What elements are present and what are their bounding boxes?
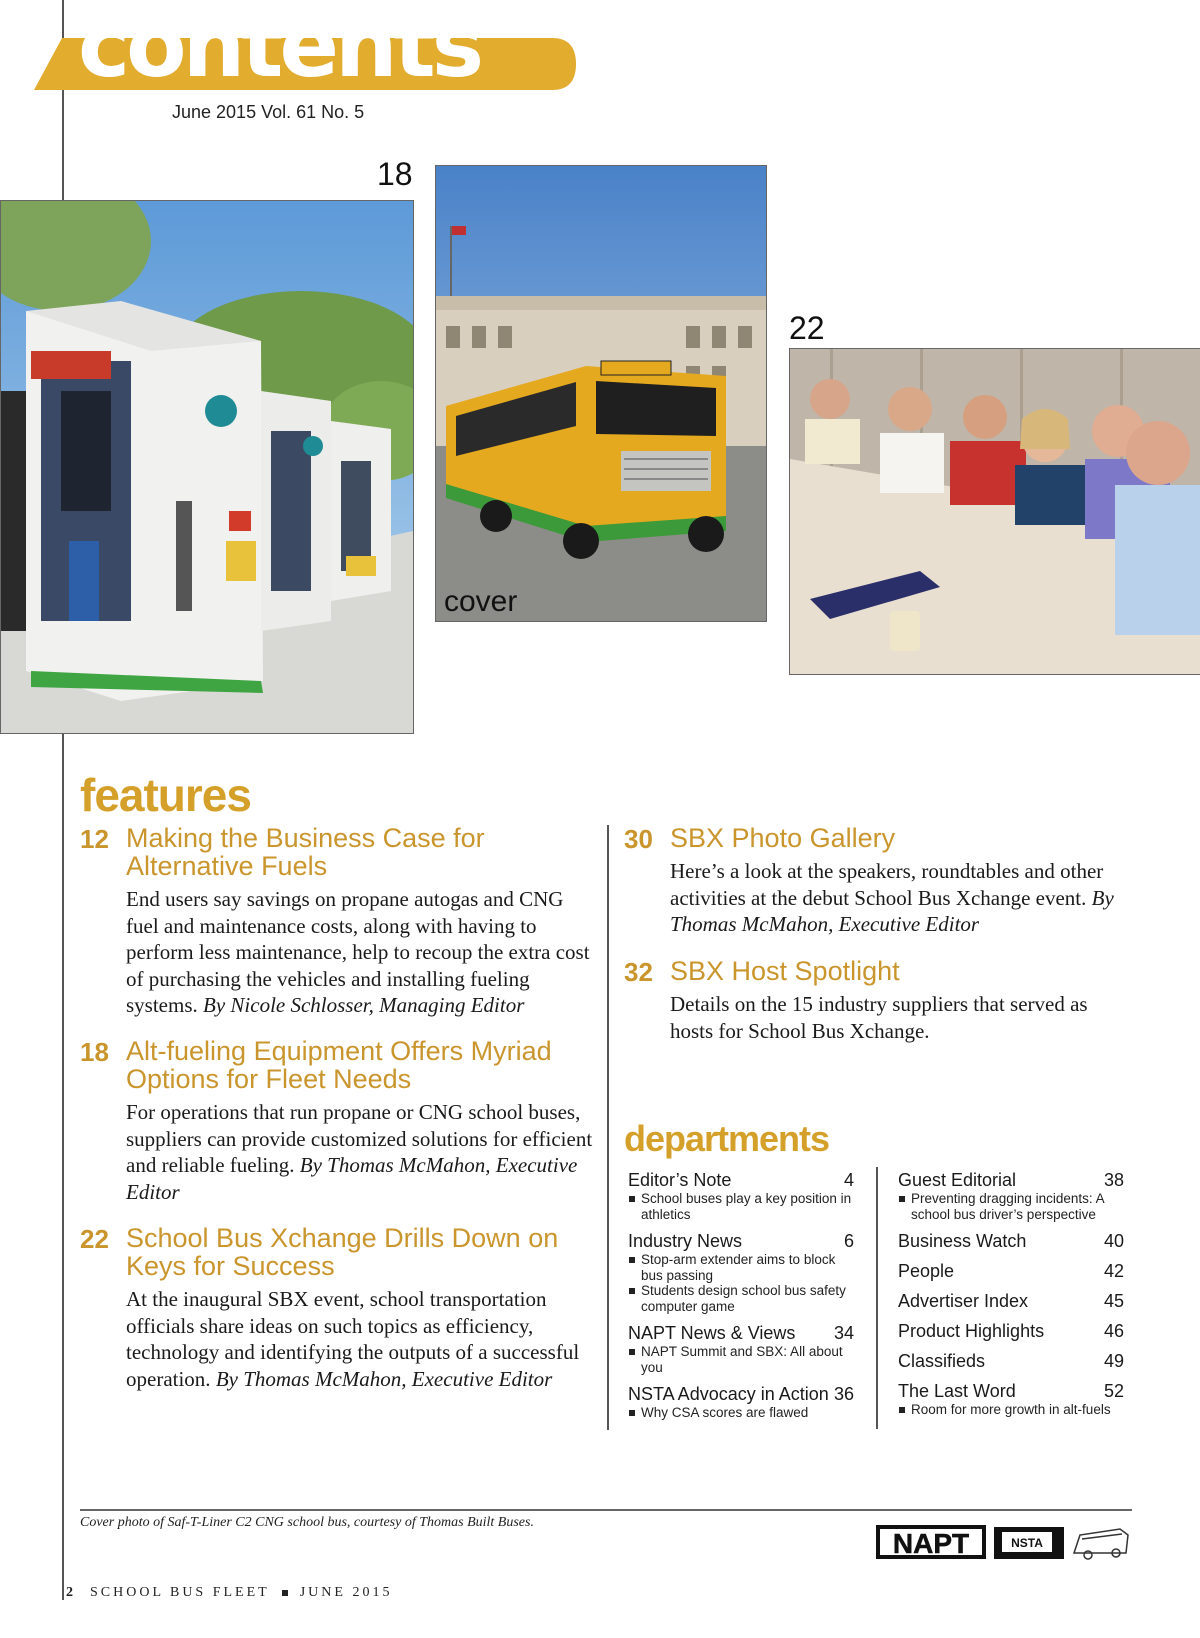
department-entry[interactable] — [898, 1380, 1124, 1418]
feature-title[interactable]: SBX Host Spotlight — [670, 956, 900, 986]
photo-fueling-station — [0, 200, 414, 734]
feature-description — [126, 1286, 600, 1392]
department-subitem: NAPT Summit and SBX: All about you — [628, 1344, 854, 1375]
folio-separator — [282, 1590, 288, 1596]
feature-entry[interactable] — [624, 957, 1124, 1044]
department-title[interactable]: Advertiser Index — [898, 1291, 1029, 1311]
feature-summary: End users say savings on propane autogas and CNG fuel and maintenance costs, along with having to perform less maintenance, help to recoup the extra cost of purchasing the vehicles and installing fueling systems. — [126, 887, 590, 1017]
feature-page-number: 22 — [80, 1224, 109, 1254]
feature-title[interactable]: Alt-fueling Equipment Offers Myriad Options for Fleet Needs — [126, 1036, 552, 1094]
department-title[interactable]: Editor’s Note — [628, 1170, 732, 1190]
department-entry[interactable] — [628, 1322, 854, 1375]
feature-byline: By Thomas McMahon, Executive Editor — [215, 1366, 553, 1391]
departments-heading: departments — [624, 1118, 830, 1159]
column-divider — [607, 825, 609, 1430]
logos-graphic — [876, 1523, 1130, 1563]
cover-label: cover — [444, 585, 518, 618]
photo-page-number-22: 22 — [789, 310, 825, 346]
school-bus-logo-icon — [1074, 1529, 1128, 1559]
departments-left-column — [628, 1169, 854, 1429]
department-title[interactable]: Classifieds — [898, 1351, 986, 1371]
department-subitem: Why CSA scores are flawed — [628, 1405, 854, 1421]
department-page: 46 — [1103, 1321, 1124, 1341]
feature-page-number: 12 — [80, 824, 109, 854]
folio-date: JUNE 2015 — [299, 1585, 393, 1600]
nsta-logo-text: NSTA — [1011, 1536, 1043, 1550]
department-page: 36 — [833, 1384, 854, 1404]
department-subitem: Students design school bus safety computer game — [628, 1283, 854, 1314]
footer-rule — [80, 1509, 1132, 1511]
department-page: 40 — [1103, 1231, 1124, 1251]
page-title: contents — [78, 0, 481, 97]
feature-summary: For operations that run propane or CNG school buses, suppliers can provide customized solutions for efficient and reliable fueling. — [126, 1100, 593, 1177]
fueling-station-image — [1, 201, 413, 733]
department-subitem: Stop-arm extender aims to block bus passing — [628, 1252, 854, 1283]
department-title[interactable]: Industry News — [628, 1231, 743, 1251]
department-entry[interactable] — [628, 1230, 854, 1314]
department-entry[interactable] — [898, 1169, 1124, 1222]
department-entry[interactable] — [898, 1260, 1124, 1282]
feature-description — [670, 991, 1124, 1044]
roundtable-image — [790, 349, 1200, 674]
department-page: 49 — [1103, 1351, 1124, 1371]
page-folio — [66, 1585, 392, 1601]
feature-title[interactable]: SBX Photo Gallery — [670, 823, 896, 853]
department-page: 42 — [1103, 1261, 1124, 1281]
feature-page-number: 32 — [624, 957, 653, 987]
department-entry[interactable] — [898, 1290, 1124, 1312]
feature-entry[interactable] — [624, 824, 1124, 938]
department-title[interactable]: Product Highlights — [898, 1321, 1045, 1341]
feature-entry[interactable] — [80, 1224, 600, 1392]
department-entry[interactable] — [898, 1320, 1124, 1342]
feature-page-number: 18 — [80, 1037, 109, 1067]
department-title[interactable]: The Last Word — [898, 1381, 1016, 1401]
department-page: 38 — [1103, 1170, 1124, 1190]
feature-summary: Details on the 15 industry suppliers that served as hosts for School Bus Xchange. — [670, 992, 1088, 1043]
department-page: 6 — [843, 1231, 854, 1251]
feature-summary: Here’s a look at the speakers, roundtables and other activities at the debut School Bus Xchange event. — [670, 859, 1104, 910]
feature-byline: By Nicole Schlosser, Managing Editor — [203, 993, 525, 1017]
department-entry[interactable] — [628, 1383, 854, 1421]
folio-publication: SCHOOL BUS FLEET — [90, 1585, 270, 1600]
department-title[interactable]: Guest Editorial — [898, 1170, 1017, 1190]
feature-page-number: 30 — [624, 824, 653, 854]
feature-summary: At the inaugural SBX event, school transportation officials share ideas on such topics as efficiency, technology and identifying the outputs of a successful operation. — [126, 1287, 580, 1391]
issue-line: June 2015 Vol. 61 No. 5 — [172, 102, 365, 122]
photo-cover-bus — [435, 165, 767, 622]
departments-divider — [876, 1167, 878, 1429]
feature-title[interactable]: Making the Business Case for Alternative Fuels — [126, 823, 485, 881]
photo-page-number-18: 18 — [377, 156, 413, 192]
department-page: 52 — [1103, 1381, 1124, 1401]
association-logos — [876, 1523, 1130, 1563]
department-title[interactable]: People — [898, 1261, 955, 1281]
department-title[interactable]: NSTA Advocacy in Action — [628, 1384, 829, 1404]
department-subitem: Room for more growth in alt-fuels — [898, 1402, 1124, 1418]
feature-byline: By Thomas McMahon, Executive Editor — [670, 885, 1114, 936]
department-title[interactable]: NAPT News & Views — [628, 1323, 796, 1343]
photo-roundtable — [789, 348, 1200, 675]
feature-byline: By Thomas McMahon, Executive Editor — [126, 1153, 578, 1204]
features-heading: features — [80, 769, 251, 821]
feature-entry[interactable] — [80, 824, 600, 1019]
feature-description — [670, 858, 1124, 938]
feature-description — [126, 1099, 600, 1205]
feature-description — [126, 886, 600, 1019]
department-page: 34 — [833, 1323, 854, 1343]
department-entry[interactable] — [898, 1350, 1124, 1372]
napt-logo-text: NAPT — [892, 1528, 970, 1559]
cover-caption: Cover photo of Saf-T-Liner C2 CNG school bus, courtesy of Thomas Built Buses. — [80, 1515, 534, 1530]
feature-title[interactable]: School Bus Xchange Drills Down on Keys for Success — [126, 1223, 559, 1281]
department-page: 4 — [843, 1170, 854, 1190]
school-bus-image — [436, 166, 766, 621]
departments-right-column — [898, 1169, 1124, 1426]
feature-entry[interactable] — [80, 1037, 600, 1205]
department-subitem: Preventing dragging incidents: A school bus driver’s perspective — [898, 1191, 1124, 1222]
department-entry[interactable] — [628, 1169, 854, 1222]
department-entry[interactable] — [898, 1230, 1124, 1252]
department-subitem: School buses play a key position in athletics — [628, 1191, 854, 1222]
department-page: 45 — [1103, 1291, 1124, 1311]
folio-page-number: 2 — [66, 1585, 76, 1600]
department-title[interactable]: Business Watch — [898, 1231, 1027, 1251]
